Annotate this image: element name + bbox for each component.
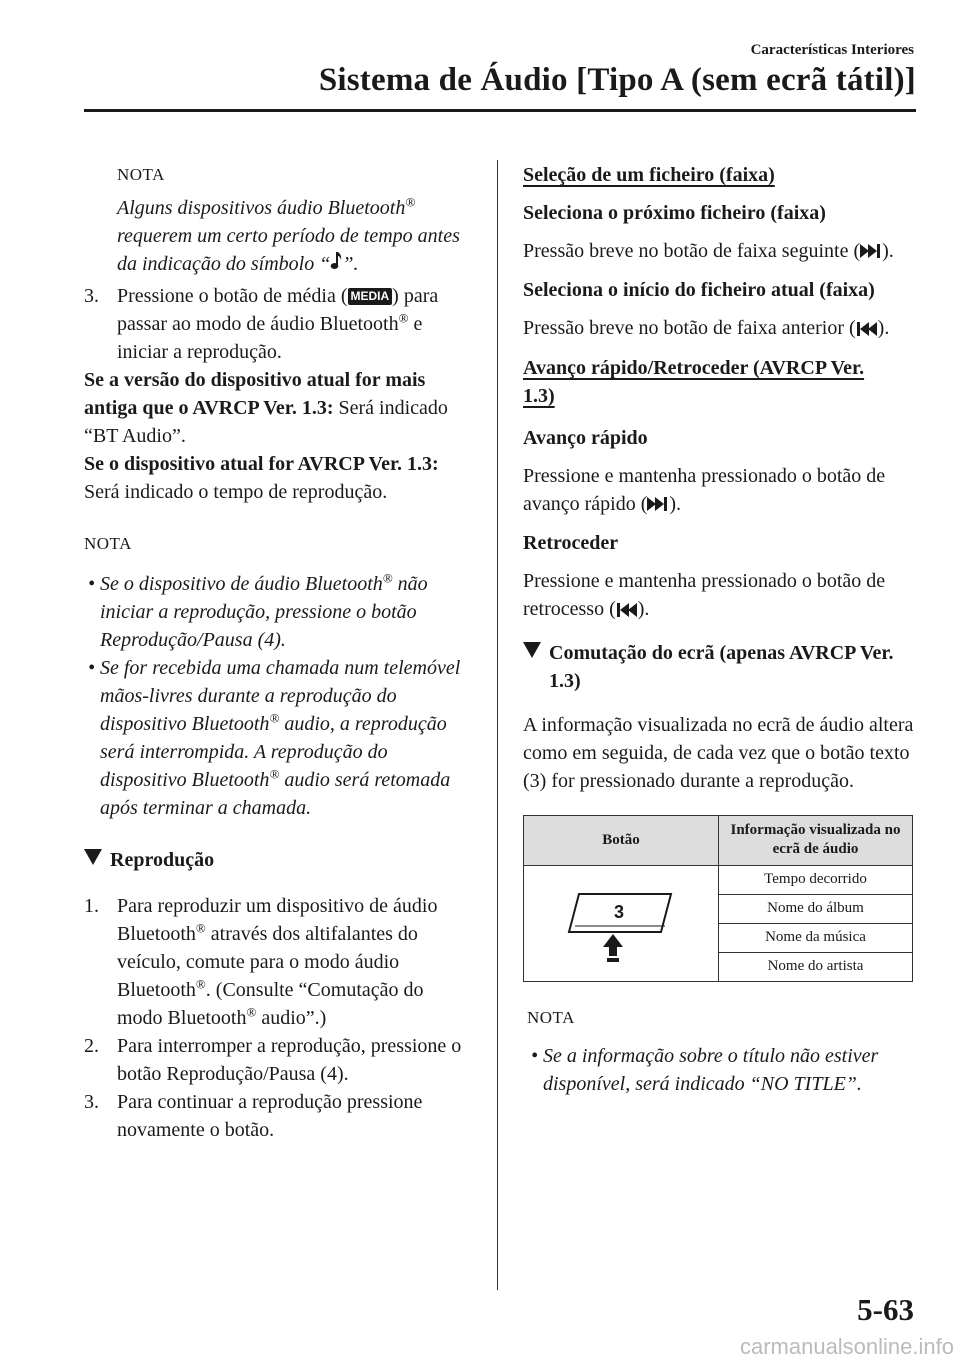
bullet-text-c: audio será retomada após terminar a chamada. — [100, 769, 451, 820]
step-3-text-a: Pressione o botão de média ( — [117, 285, 348, 308]
watermark: carmanualsonline.info — [739, 1334, 954, 1359]
registered-mark: ® — [398, 310, 409, 326]
table-cell: Nome da música — [719, 923, 913, 952]
table-header-cell: Informação visualizada no ecrã de áudio — [719, 815, 913, 865]
text-retroceder — [523, 567, 915, 624]
heading-proximo: Seleciona o próximo ficheiro (faixa) — [523, 202, 826, 224]
nota-text — [84, 194, 474, 279]
text-button-3-icon — [561, 874, 681, 966]
step-3-text-b: ) para passar ao modo de áudio Bluetooth — [117, 285, 439, 336]
track-prev-icon — [856, 316, 878, 344]
bullet-text: Se a informação sobre o título não estiver disponível, será indicado “NO TITLE”. — [543, 1044, 879, 1095]
step-number: 2. — [84, 1035, 99, 1058]
bullet-text-b: audio, a reprodução será interrompida. A reprodução do dispositivo Bluetooth — [100, 713, 447, 792]
music-note-icon — [330, 251, 342, 279]
heading-avanco: Avanço rápido — [523, 426, 648, 449]
condition-1 — [84, 366, 474, 450]
button-label: 3 — [613, 902, 625, 923]
nota-label: NOTA — [527, 1007, 575, 1027]
section-triangle-icon — [84, 849, 102, 865]
left-column — [84, 155, 474, 1144]
condition-1-label: Se a versão do dispositivo atual for mais antiga que o AVRCP Ver. 1.3: — [84, 369, 426, 420]
heading-selecao: Seleção de um ficheiro (faixa) — [523, 164, 775, 186]
table-cell: Tempo decorrido — [719, 865, 913, 894]
display-info-table — [523, 815, 913, 982]
nota-label: NOTA — [84, 534, 132, 554]
section-heading-reproducao — [84, 846, 474, 874]
text-inicio-a: Pressão breve no botão de faixa anterior ( — [523, 317, 856, 340]
table-cell: Nome do artista — [719, 952, 913, 981]
reproducao-step-2 — [84, 1032, 474, 1088]
registered-mark: ® — [405, 194, 416, 210]
page-number: 5-63 — [857, 1292, 914, 1327]
text-avanco — [523, 462, 915, 519]
text-retroceder-b: ). — [637, 598, 650, 621]
text-comutacao: A informação visualizada no ecrã de áudio altera como em seguida, de cada vez que o botão texto (3) for pressionado durante a reprodução. — [523, 713, 914, 792]
text-inicio — [523, 314, 915, 343]
track-prev-icon — [616, 597, 638, 625]
right-column — [523, 155, 915, 1098]
media-button-icon: MEDIA — [348, 288, 393, 305]
step-1-text-d: audio”.) — [256, 1007, 327, 1030]
header-section: Características Interiores — [750, 42, 914, 58]
page-title: Sistema de Áudio [Tipo A (sem ecrã tátil)] — [318, 62, 916, 98]
bullet: • — [88, 573, 96, 596]
bullet: • — [531, 1044, 539, 1067]
registered-mark: ® — [246, 1004, 257, 1020]
track-next-icon — [860, 238, 882, 266]
condition-2-text: Será indicado o tempo de reprodução. — [84, 481, 388, 504]
nota-text-b: requerem um certo período de tempo antes da indicação do símbolo “ — [117, 225, 460, 275]
registered-mark: ® — [195, 976, 206, 992]
step-3-text: Para continuar a reprodução pressione novamente o botão. — [117, 1091, 423, 1142]
nota-bullet — [523, 1042, 915, 1098]
step-3-text-c: e iniciar a reprodução. — [117, 313, 423, 364]
bullet-text-b: não iniciar a reprodução, pressione o botão Reprodução/Pausa (4). — [100, 573, 428, 652]
table-cell: Nome do álbum — [719, 894, 913, 923]
step-1-text-c: . (Consulte “Comutação do modo Bluetooth — [117, 979, 424, 1030]
bullet: • — [88, 657, 96, 680]
text-proximo-b: ). — [882, 240, 894, 262]
nota-label: NOTA — [117, 165, 165, 184]
nota-bullet — [84, 654, 474, 822]
heading-retroceder: Retroceder — [523, 532, 619, 555]
step-1-text-a: Para reproduzir um dispositivo de áudio Bluetooth — [117, 895, 438, 946]
heading-avanco-retroceder: Avanço rápido/Retroceder (AVRCP Ver. 1.3) — [523, 356, 865, 407]
section-heading-text: Reprodução — [110, 849, 215, 872]
registered-mark: ® — [195, 920, 206, 936]
reproducao-step-3 — [84, 1088, 474, 1144]
text-avanco-b: ). — [669, 492, 682, 515]
step-2-text: Para interromper a reprodução, pressione o botão Reprodução/Pausa (4). — [117, 1035, 462, 1086]
reproducao-step-1 — [84, 892, 474, 1032]
track-next-icon — [647, 491, 669, 519]
step-number: 3. — [84, 1091, 99, 1114]
text-avanco-a: Pressione e mantenha pressionado o botão de avanço rápido ( — [523, 464, 886, 515]
step-number: 3. — [84, 285, 99, 308]
nota-text-c: ”. — [342, 253, 359, 275]
text-proximo — [523, 237, 915, 266]
section-heading-comutacao — [523, 639, 915, 695]
bullet-text-a: Se o dispositivo de áudio Bluetooth — [100, 573, 383, 596]
table-button-cell — [524, 865, 719, 981]
step-number: 1. — [84, 895, 99, 918]
registered-mark: ® — [382, 570, 393, 586]
bullet-text-a: Se for recebida uma chamada num telemóvel mãos-livres durante a reprodução do dispositivo Bluetooth — [100, 657, 461, 736]
step-3 — [84, 282, 474, 366]
text-retroceder-a: Pressione e mantenha pressionado o botão de retrocesso ( — [523, 570, 886, 621]
table-header-row — [524, 815, 913, 865]
text-proximo-a: Pressão breve no botão de faixa seguinte ( — [523, 240, 861, 262]
section-triangle-icon — [523, 642, 541, 658]
table-header-cell: Botão — [524, 815, 719, 865]
nota-text-a: Alguns dispositivos áudio Bluetooth — [117, 197, 406, 219]
registered-mark: ® — [269, 710, 280, 726]
table-row — [524, 865, 913, 894]
condition-2-label: Se o dispositivo atual for AVRCP Ver. 1.3: — [84, 453, 439, 476]
section-heading-text: Comutação do ecrã (apenas AVRCP Ver. 1.3) — [549, 641, 894, 692]
text-inicio-b: ). — [877, 317, 890, 340]
condition-2 — [84, 450, 474, 506]
nota-bullet — [84, 570, 474, 654]
condition-1-text: Será indicado “BT Audio”. — [84, 397, 448, 448]
heading-inicio: Seleciona o início do ficheiro atual (faixa) — [523, 279, 875, 302]
step-1-text-b: através dos altifalantes do veículo, comute para o modo áudio Bluetooth — [117, 923, 418, 1002]
column-divider — [497, 160, 498, 1290]
registered-mark: ® — [269, 766, 280, 782]
header-rule — [84, 109, 916, 112]
